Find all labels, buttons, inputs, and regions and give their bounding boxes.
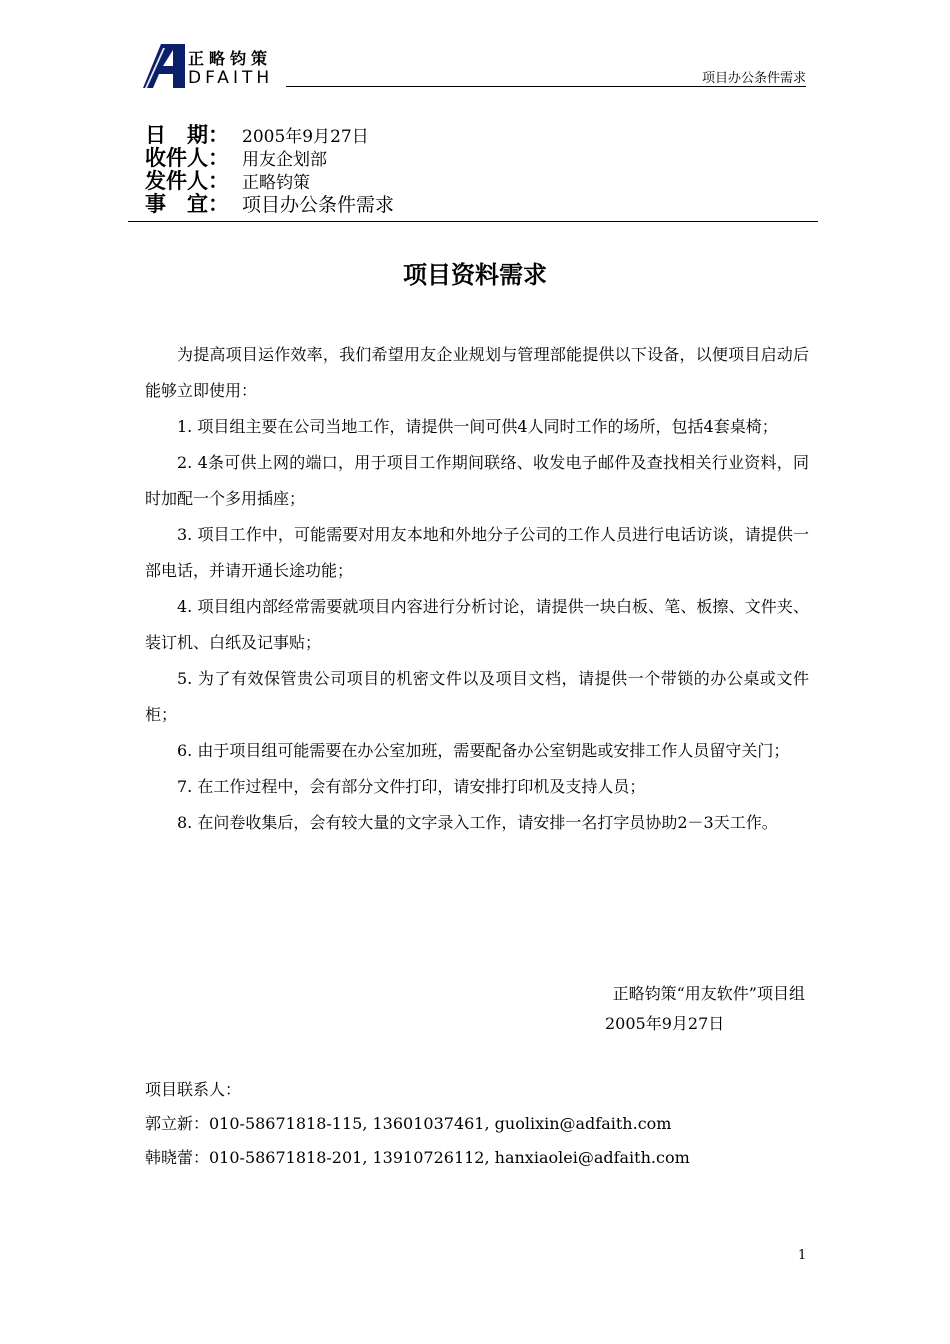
memo-meta bbox=[145, 124, 394, 216]
signature-date: 2005年9月27日 bbox=[605, 1014, 725, 1033]
list-item: 8. 在问卷收集后，会有较大量的文字录入工作，请安排一名打字员协助2－3天工作。 bbox=[177, 813, 778, 832]
logo-en-text: DFAITH bbox=[188, 68, 274, 88]
list-item: 2. 4条可供上网的端口，用于项目工作期间联络、收发电子邮件及查找相关行业资料，同时加配一个多用插座； bbox=[145, 453, 809, 508]
contact-person: 韩晓蕾：010-58671818-201, 13910726112, hanxiaolei@adfaith.com bbox=[145, 1148, 690, 1167]
document-body bbox=[145, 337, 809, 841]
meta-row-date bbox=[145, 124, 394, 147]
company-logo bbox=[143, 44, 293, 90]
logo-cn-text: 正略钧策 bbox=[188, 49, 273, 68]
intro-paragraph: 为提高项目运作效率，我们希望用友企业规划与管理部能提供以下设备，以便项目启动后能够立即使用： bbox=[145, 345, 809, 400]
list-item: 6. 由于项目组可能需要在办公室加班，需要配备办公室钥匙或安排工作人员留守关门； bbox=[177, 741, 790, 760]
meta-row-recipient bbox=[145, 147, 394, 170]
meta-row-sender bbox=[145, 170, 394, 193]
list-item: 5. 为了有效保管贵公司项目的机密文件以及项目文档，请提供一个带锁的办公桌或文件柜； bbox=[145, 669, 809, 724]
header-title: 项目办公条件需求 bbox=[701, 71, 806, 86]
meta-value: 正略钧策 bbox=[242, 173, 310, 193]
meta-row-subject bbox=[145, 193, 394, 216]
meta-value: 用友企划部 bbox=[242, 150, 327, 170]
list-item: 7. 在工作过程中，会有部分文件打印，请安排打印机及支持人员； bbox=[177, 777, 646, 796]
meta-label: 事 宜： bbox=[145, 192, 229, 216]
adfaith-logo-icon bbox=[143, 44, 185, 88]
list-item: 3. 项目工作中，可能需要对用友本地和外地分子公司的工作人员进行电话访谈，请提供一部电话，并请开通长途功能； bbox=[145, 525, 809, 580]
contacts bbox=[145, 1073, 690, 1175]
contacts-heading: 项目联系人： bbox=[145, 1080, 242, 1099]
list-item: 4. 项目组内部经常需要就项目内容进行分析讨论，请提供一块白板、笔、板擦、文件夹、装订机、白纸及记事贴； bbox=[145, 597, 809, 652]
document-title: 项目资料需求 bbox=[403, 261, 547, 289]
header-divider bbox=[286, 86, 806, 87]
meta-value: 项目办公条件需求 bbox=[242, 194, 395, 216]
signature-org: 正略钧策“用友软件”项目组 bbox=[612, 984, 805, 1003]
meta-value: 2005年9月27日 bbox=[242, 127, 369, 147]
contact-person: 郭立新：010-58671818-115, 13601037461, guolixin@adfaith.com bbox=[145, 1114, 672, 1133]
meta-label: 收件人： bbox=[145, 146, 229, 170]
meta-label: 发件人： bbox=[145, 169, 229, 193]
meta-divider bbox=[128, 221, 818, 222]
page-number: 1 bbox=[798, 1248, 807, 1263]
meta-label: 日 期： bbox=[145, 123, 229, 147]
list-item: 1. 项目组主要在公司当地工作，请提供一间可供4人同时工作的场所，包括4套桌椅； bbox=[177, 417, 778, 436]
